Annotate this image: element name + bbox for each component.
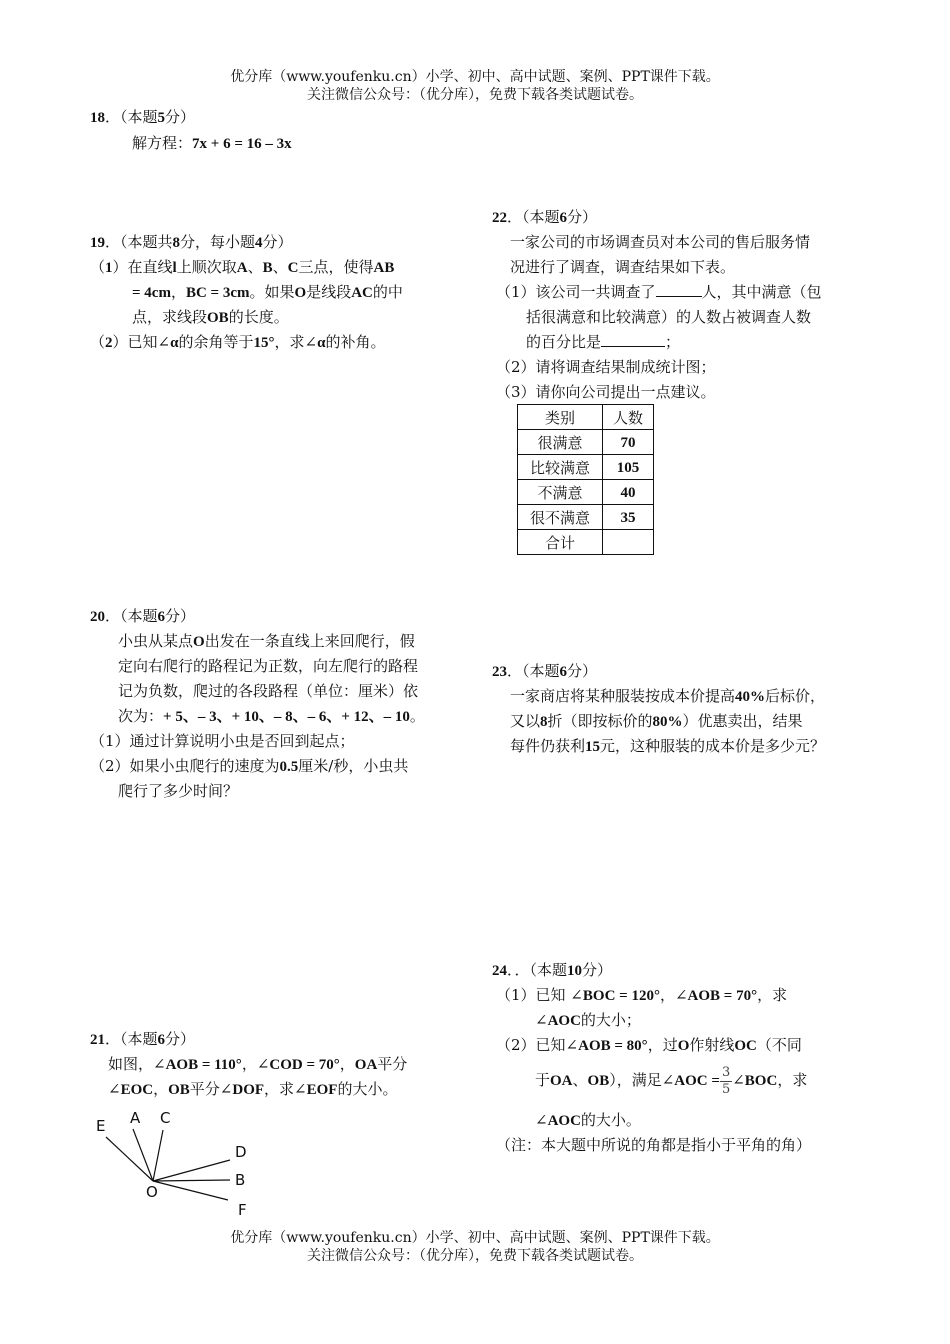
q22-survey-table (517, 404, 654, 555)
label-A: A (130, 1109, 141, 1127)
q24-part1-line2: ∠AOC的大小； (535, 1011, 641, 1029)
label-D: D (235, 1143, 247, 1161)
q24-note: （注：本大题中所说的角都是指小于平角的角） (496, 1136, 812, 1154)
table-cell-count: 35 (603, 505, 654, 530)
q24-part2-line1: （2）已知∠AOB = 80°，过O作射线OC（不同 (496, 1036, 802, 1054)
table-cell-count: 105 (603, 455, 654, 480)
table-row (518, 455, 654, 480)
q22-part1-line3: 的百分比是 ； (526, 330, 680, 355)
q21-line1: 如图，∠AOB = 110°，∠COD = 70°，OA平分 (108, 1055, 408, 1073)
q19-part2: （2）已知∠α的余角等于15°，求∠α的补角。 (90, 333, 386, 351)
q22-total-blank[interactable] (656, 280, 702, 297)
q20-part2-line1: （2）如果小虫爬行的速度为0.5厘米/秒，小虫共 (90, 757, 409, 775)
page-footer-line1: 优分库（www.youfenku.cn）小学、初中、高中试题、案例、PPT课件下载。 (230, 1230, 720, 1246)
table-row (518, 480, 654, 505)
table-cell-total-blank[interactable] (603, 530, 654, 555)
q20-line1: 小虫从某点O出发在一条直线上来回爬行，假 (118, 632, 415, 650)
three-fifths-fraction: $\frac{3}{5}$ (721, 1064, 731, 1097)
table-cell-count: 40 (603, 480, 654, 505)
q20-line3: 记为负数，爬过的各段路程（单位：厘米）依 (118, 682, 419, 700)
q22-line1: 一家公司的市场调查员对本公司的售后服务情 (510, 233, 811, 251)
q20-line2: 定向右爬行的路程记为正数，向左爬行的路程 (118, 657, 419, 675)
page-header-line1: 优分库（www.youfenku.cn）小学、初中、高中试题、案例、PPT课件下载。 (230, 69, 720, 85)
ray-OE (106, 1137, 153, 1181)
ray-OA (133, 1129, 153, 1181)
q21-heading: 21．（本题6分） (90, 1030, 196, 1048)
q19-heading: 19．（本题共8分，每小题4分） (90, 233, 293, 251)
ray-OB (153, 1180, 230, 1181)
table-row (518, 430, 654, 455)
table-cell-category: 很不满意 (518, 505, 603, 530)
q20-part1: （1）通过计算说明小虫是否回到起点； (90, 732, 355, 750)
q21-line2: ∠EOC，OB平分∠DOF，求∠EOF的大小。 (108, 1080, 398, 1098)
q19-part1-line2: = 4cm，BC = 3cm。如果O是线段AC的中 (132, 283, 403, 301)
label-E: E (96, 1117, 106, 1135)
q22-part3: （3）请你向公司提出一点建议。 (496, 383, 716, 401)
q23-line2: 又以8折（即按标价的80%）优惠卖出，结果 (510, 712, 803, 730)
q18-heading: 18．（本题5分） (90, 108, 196, 126)
table-cell-category: 合计 (518, 530, 603, 555)
label-O: O (146, 1183, 158, 1201)
table-header-row (518, 405, 654, 430)
ray-OD (153, 1160, 230, 1181)
q22-part1-line2: 括很满意和比较满意）的人数占被调查人数 (526, 308, 812, 326)
page-footer-line2: 关注微信公众号：（优分库），免费下载各类试题试卷。 (307, 1248, 643, 1264)
label-C: C (160, 1109, 171, 1127)
q24-heading: 24．．（本题10分） (492, 961, 613, 979)
table-header-cell: 类别 (518, 405, 603, 430)
q24-part2-line3: ∠AOC的大小。 (535, 1111, 641, 1129)
label-F: F (238, 1201, 247, 1219)
q22-percent-blank[interactable] (601, 330, 665, 347)
q23-line3: 每件仍获利15元，这种服装的成本价是多少元？ (510, 737, 826, 755)
ray-OF (153, 1181, 228, 1200)
q22-part1-line1: （1）该公司一共调查了 人，其中满意（包 (496, 280, 822, 305)
q19-part1-line3: 点，求线段OB的长度。 (132, 308, 289, 326)
q23-line1: 一家商店将某种服装按成本价提高40%后标价， (510, 687, 826, 705)
q20-line4: 次为：+ 5、– 3、+ 10、– 8、– 6、+ 12、– 10。 (118, 707, 425, 725)
q23-heading: 23．（本题6分） (492, 662, 598, 680)
table-cell-count: 70 (603, 430, 654, 455)
table-cell-category: 不满意 (518, 480, 603, 505)
table-row-total (518, 530, 654, 555)
q20-heading: 20．（本题6分） (90, 607, 196, 625)
ray-OC (153, 1130, 163, 1181)
q20-part2-line2: 爬行了多少时间？ (118, 782, 239, 800)
q24-part2-line2: 于OA、OB），满足∠AOC = $\frac{3}{5}$ ∠BOC，求 (535, 1064, 808, 1097)
q21-angle-figure (88, 1105, 268, 1220)
label-B: B (235, 1171, 246, 1189)
table-header-cell: 人数 (603, 405, 654, 430)
page-header-line2: 关注微信公众号：（优分库），免费下载各类试题试卷。 (307, 87, 643, 103)
table-cell-category: 比较满意 (518, 455, 603, 480)
q19-part1-line1: （1）在直线l上顺次取A、B、C三点，使得AB (90, 258, 395, 276)
q22-line2: 况进行了调查，调查结果如下表。 (510, 258, 736, 276)
q24-part1-line1: （1）已知 ∠BOC = 120°，∠AOB = 70°，求 (496, 986, 788, 1004)
q22-heading: 22．（本题6分） (492, 208, 598, 226)
q22-part2: （2）请将调查结果制成统计图； (496, 358, 716, 376)
table-row (518, 505, 654, 530)
table-cell-category: 很满意 (518, 430, 603, 455)
q18-equation-line: 解方程：7x + 6 = 16 – 3x (132, 134, 292, 152)
